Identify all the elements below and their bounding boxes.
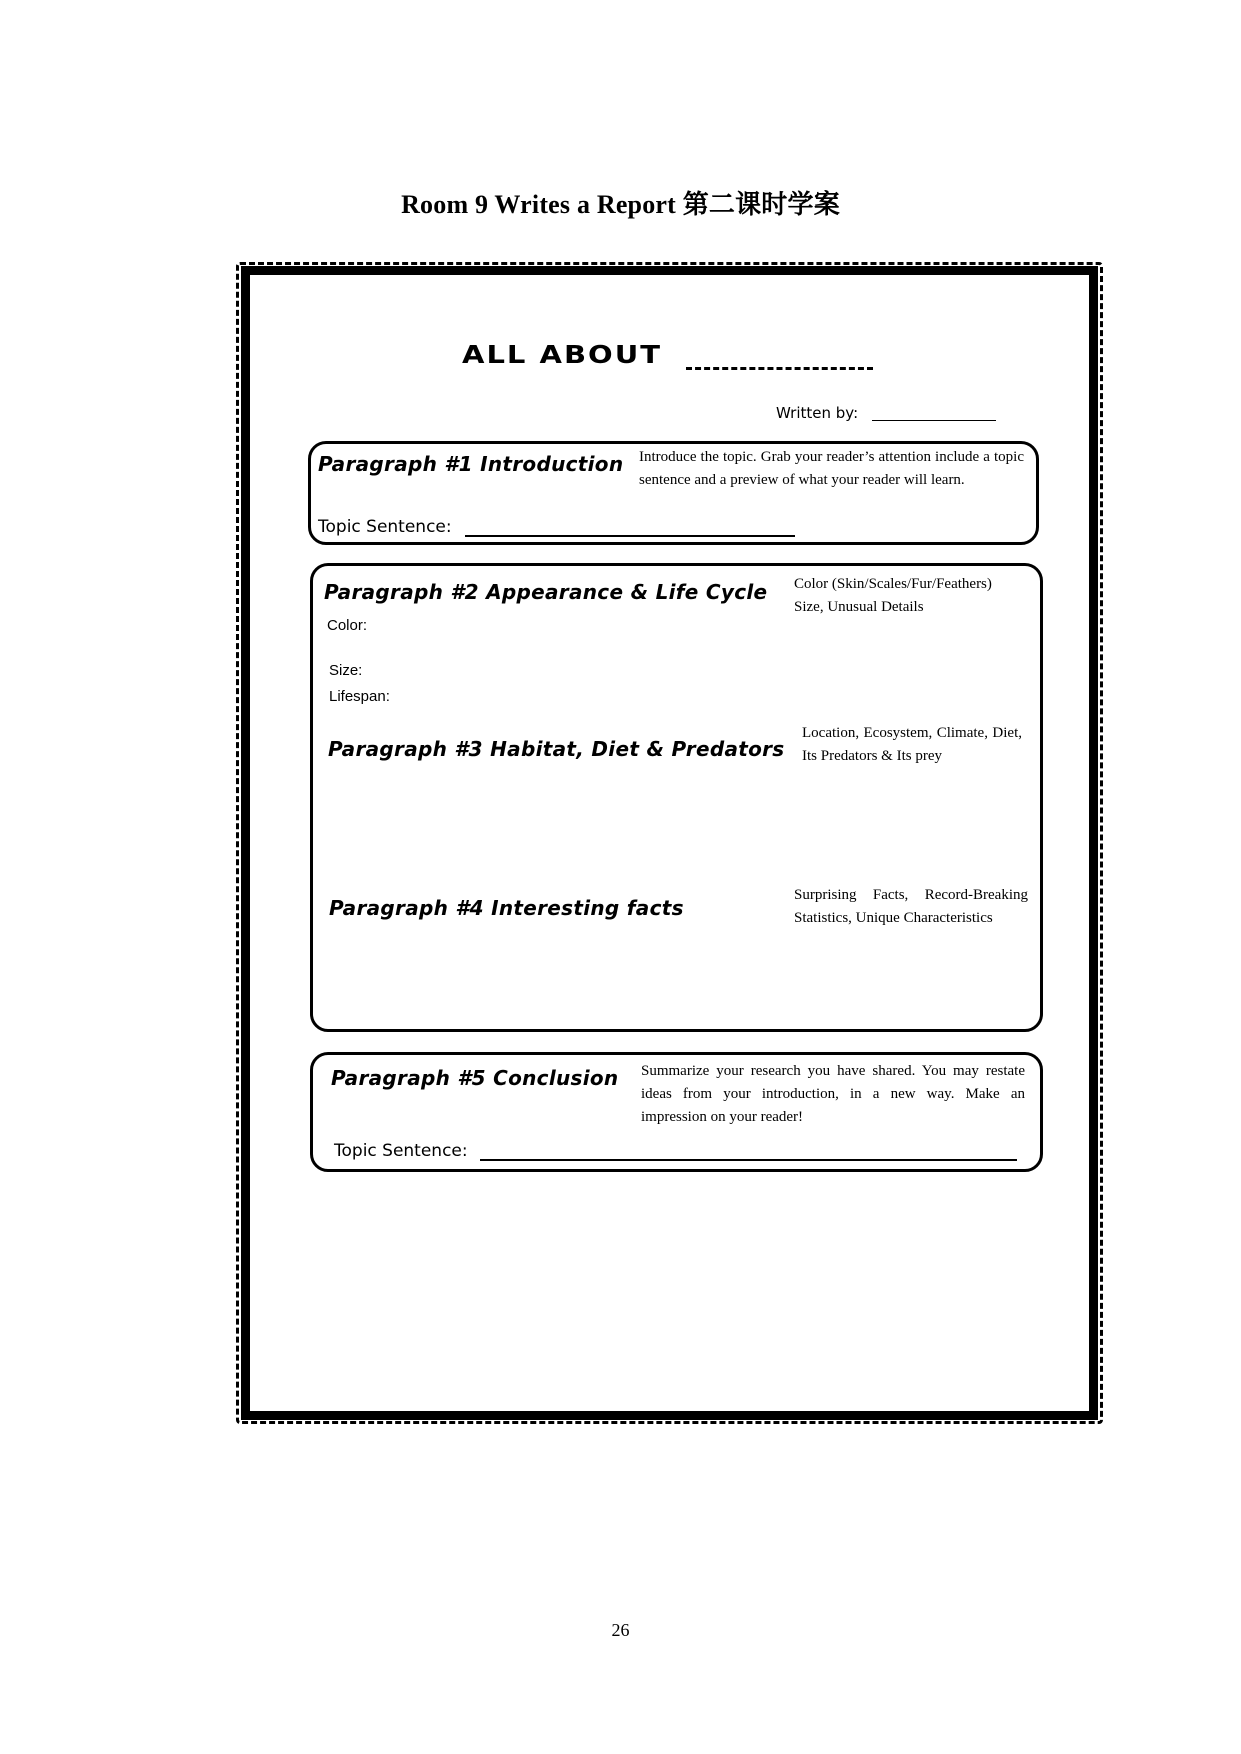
paragraph-5-description: Summarize your research you have shared. You may restate ideas from your introduction, in a new way. Make an impression on your reader! — [641, 1063, 1025, 1125]
paragraph-4-title: Paragraph #4 Interesting facts — [329, 896, 684, 920]
paragraph-3-description: Location, Ecosystem, Climate, Diet, Its Predators & Its prey — [802, 725, 1022, 764]
worksheet-heading: ALL ABOUT — [462, 340, 663, 369]
paragraph-5-topic-sentence-label: Topic Sentence: — [334, 1141, 468, 1161]
paragraph-1-title: Paragraph #1 Introduction — [318, 452, 624, 476]
paragraph-2-description-line2: Size, Unusual Details — [794, 599, 924, 615]
page-number: 26 — [611, 1620, 630, 1640]
paragraph-1-topic-sentence-label: Topic Sentence: — [318, 517, 452, 537]
lifespan-label: Lifespan: — [329, 688, 390, 705]
size-label: Size: — [329, 662, 363, 679]
written-by-label: Written by: — [776, 404, 859, 422]
paragraph-2-description-line1: Color (Skin/Scales/Fur/Feathers) — [794, 576, 992, 592]
paragraphs-2-4-box — [310, 563, 1043, 1032]
heading-blank-line[interactable] — [686, 367, 873, 370]
written-by-field[interactable] — [872, 420, 996, 421]
paragraph-1-topic-sentence-field[interactable] — [465, 535, 795, 537]
paragraph-1-description: Introduce the topic. Grab your reader’s attention include a topic sentence and a preview of what your reader will learn. — [639, 449, 1024, 488]
paragraph-3-title: Paragraph #3 Habitat, Diet & Predators — [328, 737, 785, 761]
color-label: Color: — [327, 617, 368, 634]
page-title: Room 9 Writes a Report 第二课时学案 — [401, 190, 840, 219]
paragraph-5-topic-sentence-field[interactable] — [480, 1159, 1017, 1161]
paragraph-4-description: Surprising Facts, Record-Breaking Statistics, Unique Characteristics — [794, 887, 1028, 926]
paragraph-2-title: Paragraph #2 Appearance & Life Cycle — [324, 580, 768, 604]
paragraph-5-title: Paragraph #5 Conclusion — [331, 1066, 619, 1090]
